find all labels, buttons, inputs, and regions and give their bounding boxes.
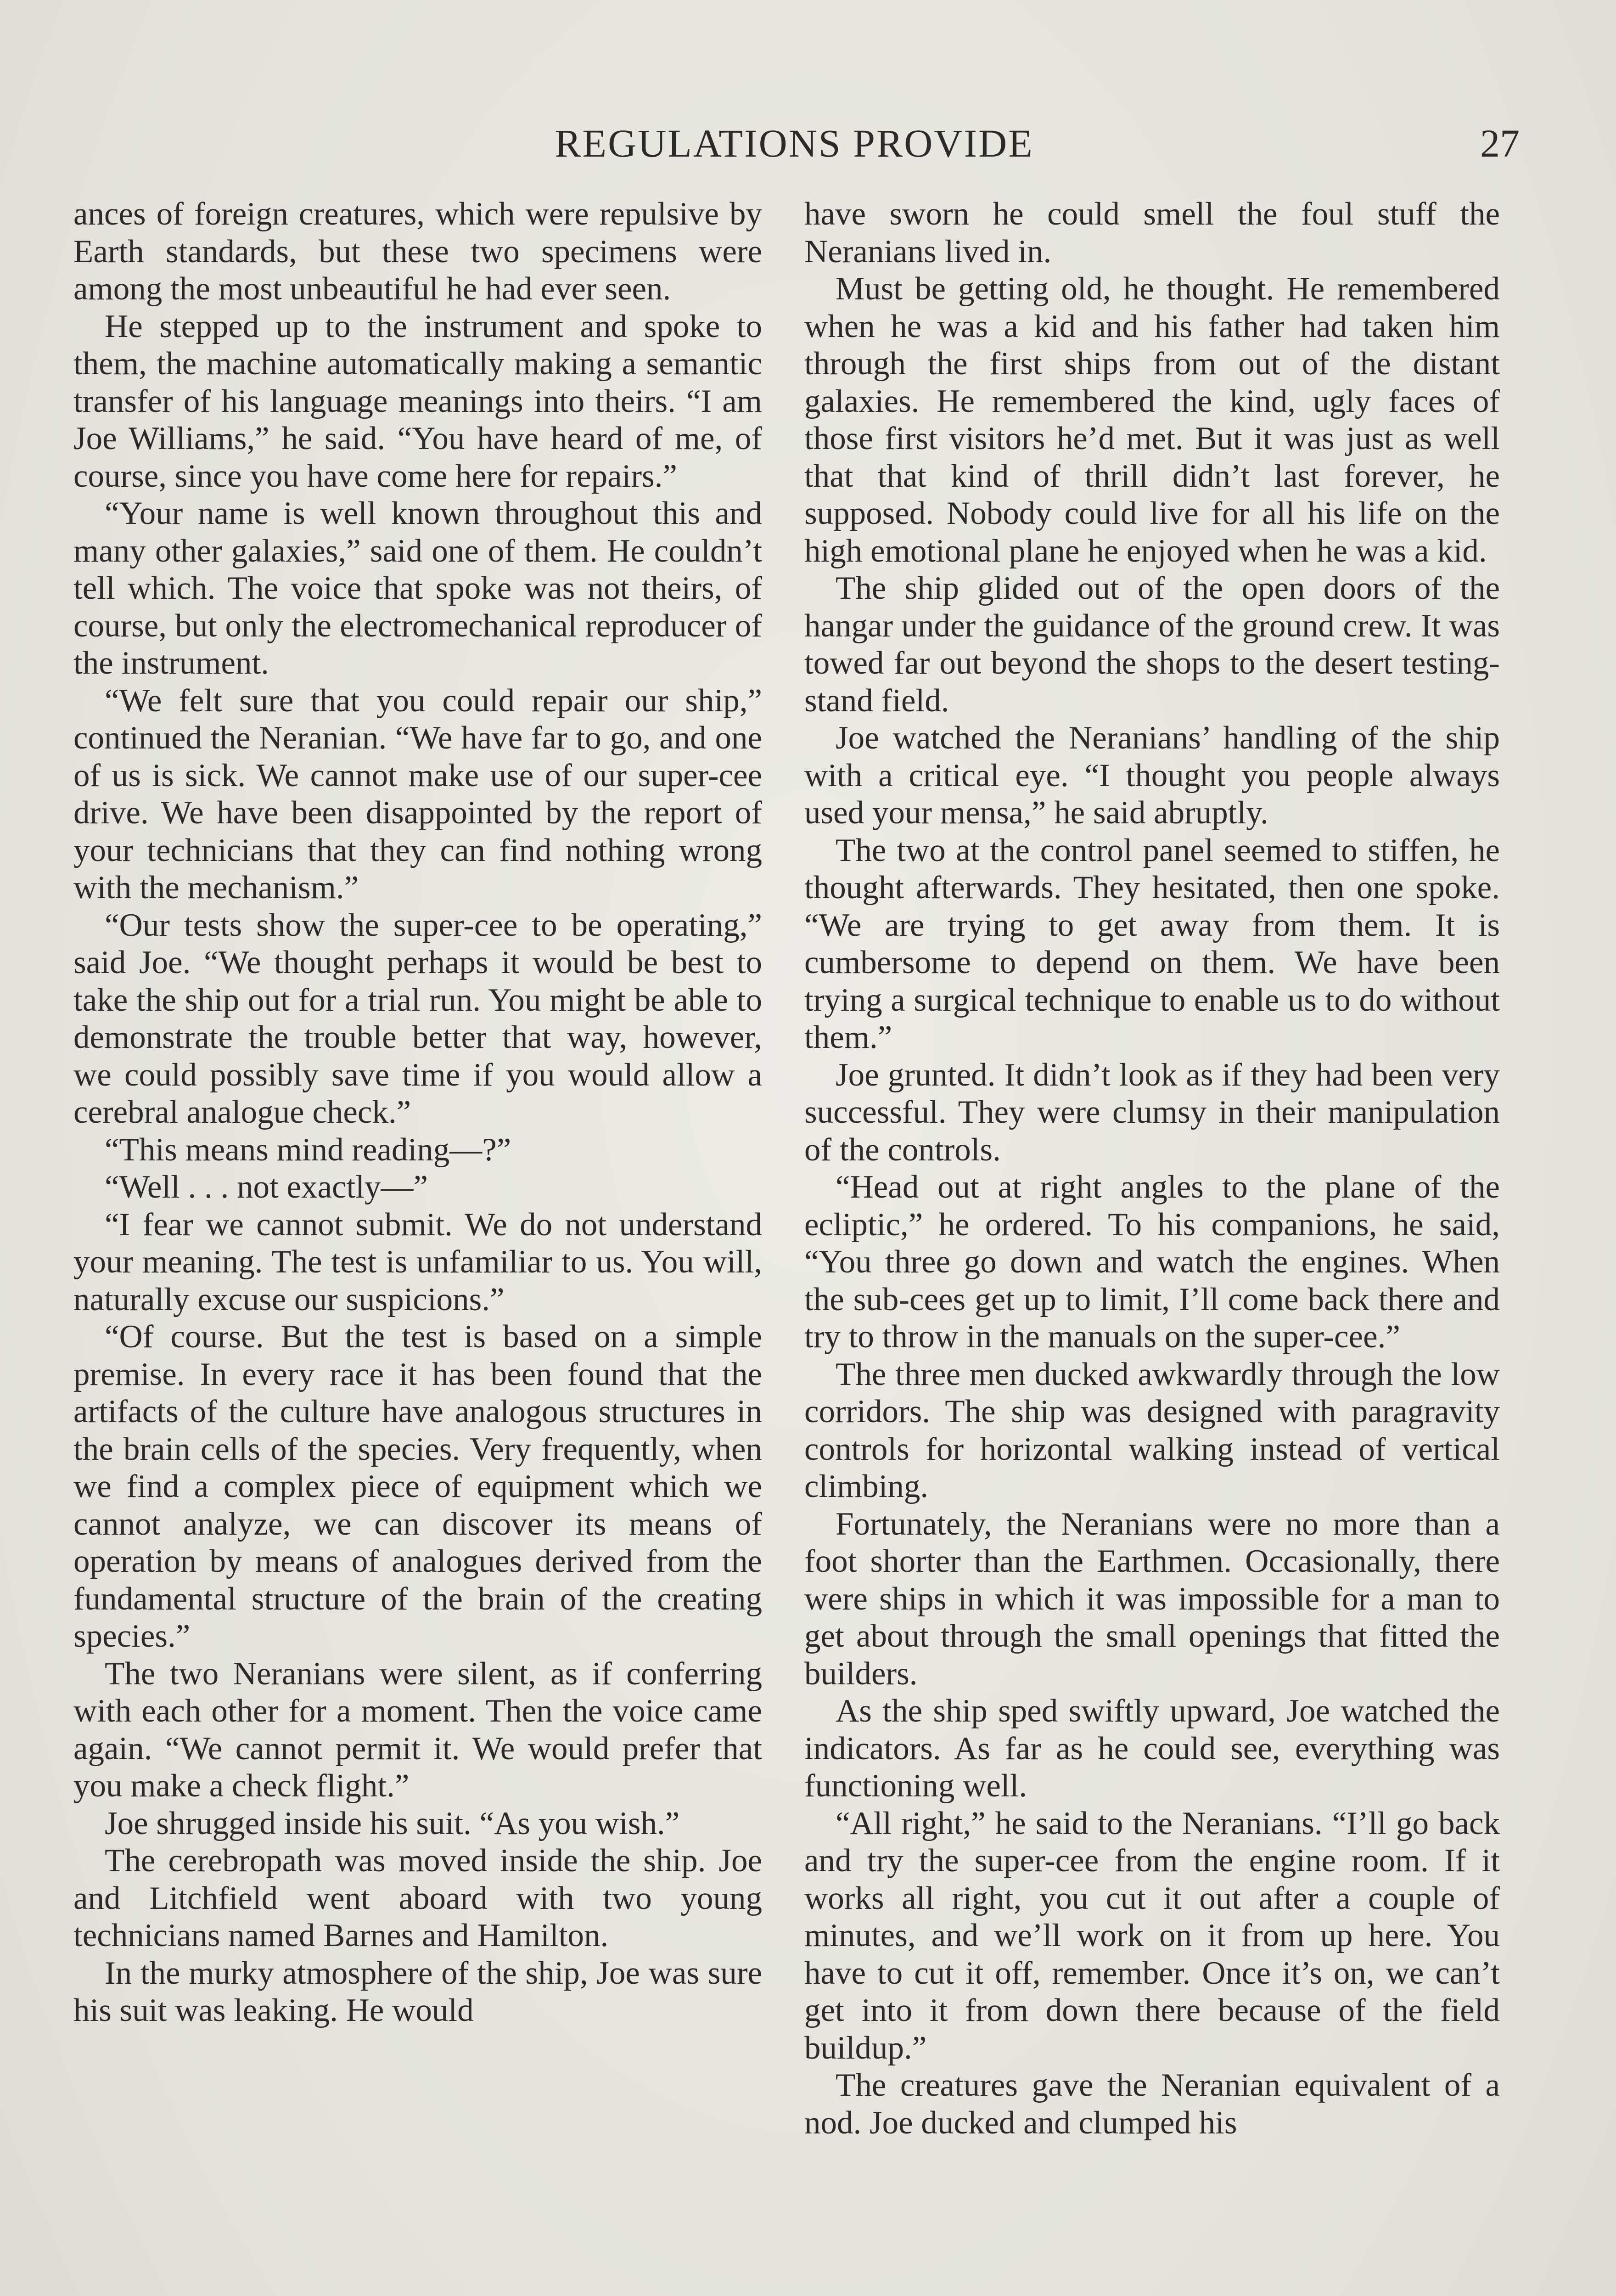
- paragraph: Joe shrugged inside his suit. “As you wish.”: [105, 1805, 680, 1841]
- paragraph: Fortunately, the Neranians were no more than a foot shorter than the Earthmen. Occasionally, there were ships in which it was impossible for a man to get about through the small openings that fitted the builders.: [804, 1506, 1500, 1692]
- paragraph: “We felt sure that you could repair our ship,” continued the Neranian. “We have far to go, and one of us is sick. We cannot make use of our super-cee drive. We have been disappointed by the report of your technicians that they can find nothing wrong with the mechanism.”: [73, 682, 762, 906]
- paragraph: ances of foreign creatures, which were repulsive by Earth standards, but these two specimens were among the most unbeautiful he had ever seen.: [73, 196, 762, 307]
- paragraph: “Our tests show the super-cee to be operating,” said Joe. “We thought perhaps it would be best to take the ship out for a trial run. You might be able to demonstrate the trouble better that way, however, we could possibly save time if you would allow a cerebral analogue check.”: [73, 907, 762, 1130]
- paragraph: “Your name is well known throughout this and many other galaxies,” said one of them. He couldn’t tell which. The voice that spoke was not theirs, of course, but only the electromechanical reproducer of the instrument.: [73, 495, 762, 681]
- paragraph: The ship glided out of the open doors of the hangar under the guidance of the ground crew. It was towed far out beyond the shops to the desert testing-stand field.: [804, 570, 1500, 719]
- page-number: 27: [1480, 121, 1520, 165]
- paragraph: The two Neranians were silent, as if conferring with each other for a moment. Then the voice came again. “We cannot permit it. We would prefer that you make a check flight.”: [73, 1655, 762, 1804]
- right-column: [804, 196, 1500, 2142]
- running-head: REGULATIONS PROVIDE: [555, 121, 1034, 165]
- paragraph: “Head out at right angles to the plane of the ecliptic,” he ordered. To his companions, he said, “You three go down and watch the engines. When the sub-cees get up to limit, I’ll come back there and try to throw in the manuals on the super-cee.”: [804, 1169, 1500, 1355]
- paragraph: “Of course. But the test is based on a simple premise. In every race it has been found that the artifacts of the culture have analogous structures in the brain cells of the species. Very frequently, when we find a complex piece of equipment which we cannot analyze, we can discover its means of operation by means of analogues derived from the fundamental structure of the brain of the creating species.”: [73, 1319, 762, 1654]
- paragraph: In the murky atmosphere of the ship, Joe was sure his suit was leaking. He would: [73, 1955, 762, 2028]
- paragraph: As the ship sped swiftly upward, Joe watched the indicators. As far as he could see, everything was functioning well.: [804, 1693, 1500, 1804]
- paragraph: Joe watched the Neranians’ handling of the ship with a critical eye. “I thought you people always used your mensa,” he said abruptly.: [804, 720, 1500, 831]
- page-header: [73, 120, 1520, 166]
- paragraph: “All right,” he said to the Neranians. “I’ll go back and try the super-cee from the engine room. If it works all right, you cut it out after a couple of minutes, and we’ll work on it from up here. You have to cut it off, remember. Once it’s on, we can’t get into it from down there because of the field buildup.”: [804, 1805, 1500, 2066]
- paragraph-continuation: have sworn he could smell the foul stuff the Neranians lived in.: [804, 196, 1500, 270]
- left-column: [73, 196, 762, 2030]
- paragraph: The two at the control panel seemed to stiffen, he thought afterwards. They hesitated, then one spoke. “We are trying to get away from them. It is cumbersome to depend on them. We have been trying a surgical technique to enable us to do without them.”: [804, 832, 1500, 1055]
- paragraph: Joe grunted. It didn’t look as if they had been very successful. They were clumsy in their manipulation of the controls.: [804, 1057, 1500, 1168]
- paragraph: He stepped up to the instrument and spoke to them, the machine automatically making a semantic transfer of his language meanings into theirs. “I am Joe Williams,” he said. “You have heard of me, of course, since you have come here for repairs.”: [73, 308, 762, 494]
- paragraph: “This means mind reading—?”: [105, 1131, 511, 1168]
- paragraph: The creatures gave the Neranian equivalent of a nod. Joe ducked and clumped his: [804, 2067, 1500, 2141]
- paragraph: Must be getting old, he thought. He remembered when he was a kid and his father had taken him through the first ships from out of the distant galaxies. He remembered the kind, ugly faces of those first visitors he’d met. But it was just as well that that kind of thrill didn’t last forever, he supposed. Nobody could live for all his life on the high emotional plane he enjoyed when he was a kid.: [804, 271, 1500, 569]
- paragraph: “I fear we cannot submit. We do not understand your meaning. The test is unfamiliar to us. You will, naturally excuse our suspicions.”: [73, 1206, 762, 1317]
- paragraph: The cerebropath was moved inside the ship. Joe and Litchfield went aboard with two young technicians named Barnes and Hamilton.: [73, 1843, 762, 1953]
- paragraph: “Well . . . not exactly—”: [105, 1169, 428, 1205]
- paragraph: The three men ducked awkwardly through the low corridors. The ship was designed with paragravity controls for horizontal walking instead of vertical climbing.: [804, 1356, 1500, 1504]
